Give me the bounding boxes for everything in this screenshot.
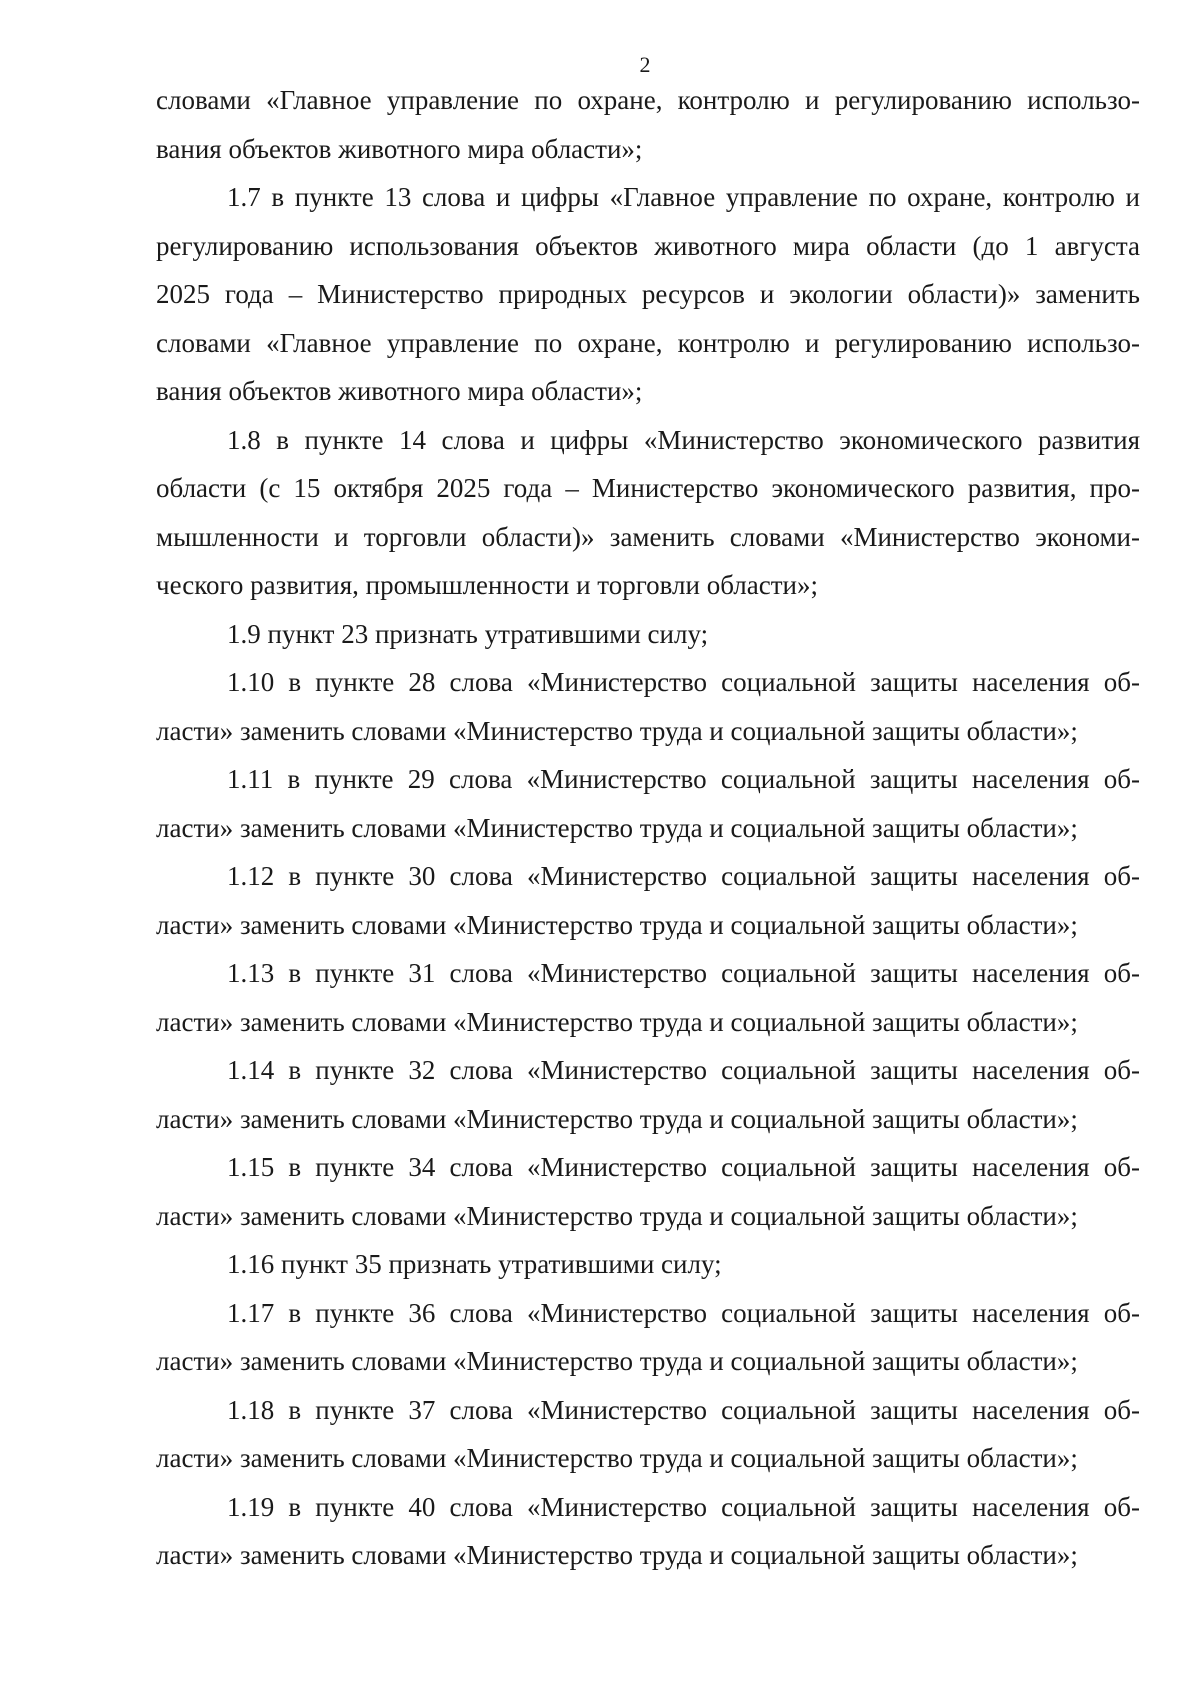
paragraph	[156, 173, 1140, 416]
paragraph-line: мышленности и торговли области)» заменить словами «Министерство экономи-	[156, 521, 1140, 552]
paragraph-line: ласти» заменить словами «Министерство труда и социальной защиты области»;	[156, 909, 1078, 940]
paragraph-line: 1.19 в пункте 40 слова «Министерство социальной защиты населения об-	[227, 1491, 1140, 1522]
paragraph-line: ческого развития, промышленности и торговли области»;	[156, 570, 818, 600]
paragraph	[156, 1289, 1140, 1386]
paragraph	[156, 416, 1140, 610]
paragraph-line: словами «Главное управление по охране, контролю и регулированию использо-	[156, 327, 1140, 358]
paragraph-line: 1.9 пункт 23 признать утратившими силу;	[227, 618, 709, 649]
paragraph-line: 1.17 в пункте 36 слова «Министерство социальной защиты населения об-	[227, 1297, 1140, 1328]
paragraph-line: 2025 года – Министерство природных ресурсов и экологии области)» заменить	[156, 279, 1140, 309]
paragraph-line: вания объектов животного мира области»;	[156, 133, 643, 164]
paragraph-line: ласти» заменить словами «Министерство труда и социальной защиты области»;	[156, 1103, 1078, 1134]
paragraph	[156, 1386, 1140, 1483]
paragraph-line: 1.18 в пункте 37 слова «Министерство социальной защиты населения об-	[227, 1394, 1140, 1425]
paragraph-line: ласти» заменить словами «Министерство труда и социальной защиты области»;	[156, 1346, 1078, 1376]
paragraph-line: ласти» заменить словами «Министерство труда и социальной защиты области»;	[156, 715, 1078, 746]
paragraph-line: 1.15 в пункте 34 слова «Министерство социальной защиты населения об-	[227, 1152, 1140, 1182]
page-number: 2	[639, 52, 651, 77]
paragraph	[156, 852, 1140, 949]
paragraph	[156, 610, 1140, 659]
paragraph-line: 1.11 в пункте 29 слова «Министерство социальной защиты населения об-	[227, 764, 1140, 794]
paragraph	[156, 76, 1140, 173]
paragraph-line: 1.14 в пункте 32 слова «Министерство социальной защиты населения об-	[227, 1055, 1140, 1085]
paragraph-line: ласти» заменить словами «Министерство труда и социальной защиты области»;	[156, 1540, 1078, 1570]
paragraph-line: ласти» заменить словами «Министерство труда и социальной защиты области»;	[156, 1200, 1078, 1231]
paragraph-line: 1.12 в пункте 30 слова «Министерство социальной защиты населения об-	[227, 861, 1140, 891]
document-body	[156, 76, 1140, 1580]
paragraph-line: области (с 15 октября 2025 года – Министерство экономического развития, про-	[156, 473, 1140, 503]
paragraph-line: ласти» заменить словами «Министерство труда и социальной защиты области»;	[156, 1443, 1078, 1473]
paragraph-line: 1.8 в пункте 14 слова и цифры «Министерство экономического развития	[227, 424, 1140, 455]
paragraph	[156, 1046, 1140, 1143]
paragraph	[156, 1143, 1140, 1240]
paragraph-line: 1.16 пункт 35 признать утратившими силу;	[227, 1249, 722, 1279]
paragraph	[156, 755, 1140, 852]
paragraph-line: 1.13 в пункте 31 слова «Министерство социальной защиты населения об-	[227, 958, 1140, 988]
paragraph	[156, 1483, 1140, 1580]
paragraph-line: словами «Главное управление по охране, контролю и регулированию использо-	[156, 85, 1140, 115]
paragraph-line: вания объектов животного мира области»;	[156, 376, 643, 406]
paragraph	[156, 1240, 1140, 1289]
paragraph-line: 1.7 в пункте 13 слова и цифры «Главное управление по охране, контролю и	[227, 182, 1140, 212]
paragraph-line: 1.10 в пункте 28 слова «Министерство социальной защиты населения об-	[227, 667, 1140, 697]
paragraph-line: ласти» заменить словами «Министерство труда и социальной защиты области»;	[156, 1006, 1078, 1037]
paragraph-line: ласти» заменить словами «Министерство труда и социальной защиты области»;	[156, 812, 1078, 843]
paragraph	[156, 949, 1140, 1046]
paragraph	[156, 658, 1140, 755]
paragraph-line: регулированию использования объектов животного мира области (до 1 августа	[156, 230, 1140, 261]
